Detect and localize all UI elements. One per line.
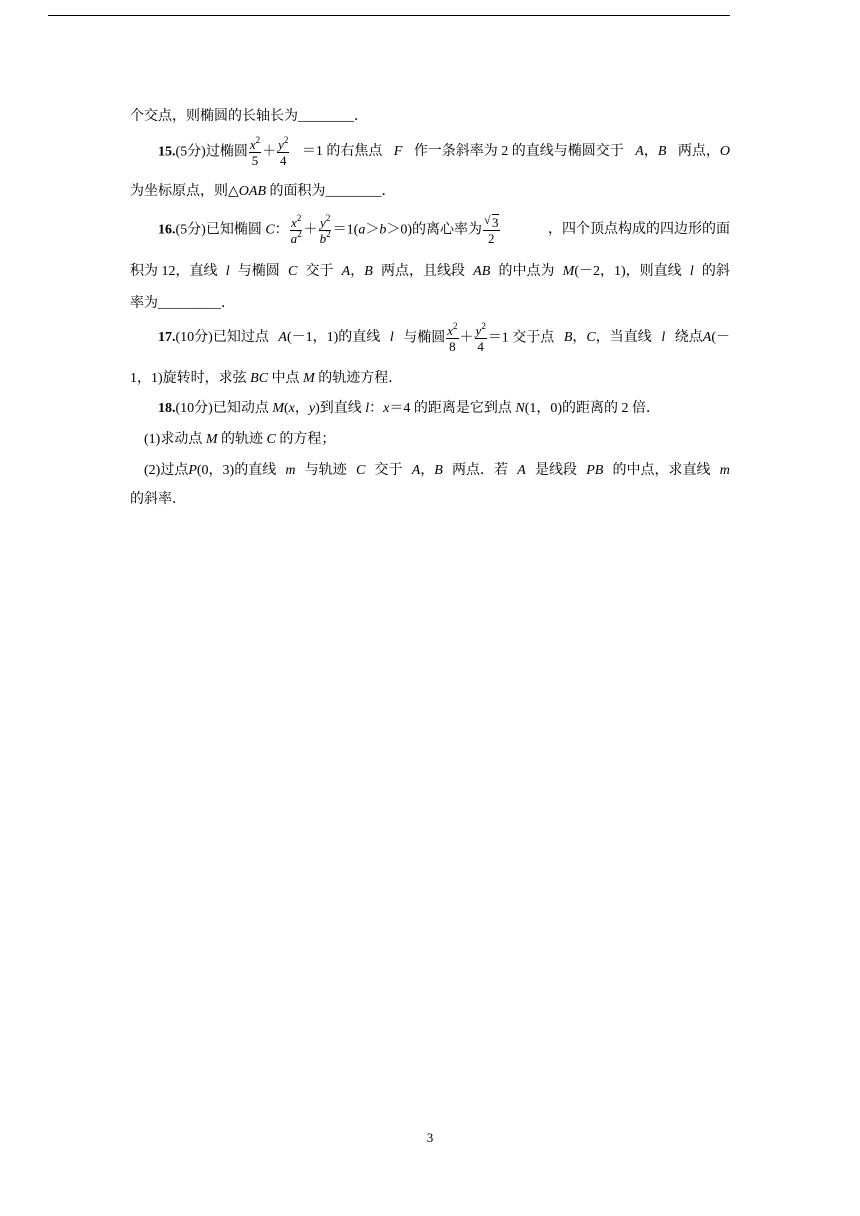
q16-var: l <box>225 264 230 279</box>
q14-continuation-text: 个交点，则椭圆的长轴长为________． <box>130 109 368 124</box>
q15-fraction-x: $\frac{x^2}{5}$ <box>249 134 261 168</box>
question-16-line-1 <box>130 212 730 246</box>
q17-points: B，C，当直线 <box>563 330 652 345</box>
q18-text: 的轨迹 <box>221 432 263 447</box>
q18-text: 是线段 <box>535 463 577 478</box>
question-18-part-2 <box>130 459 730 483</box>
q16-text: 交于 <box>305 264 334 279</box>
q16-var: C <box>265 222 275 238</box>
q14-continuation <box>130 105 368 129</box>
q16-text: 的斜 <box>701 264 730 279</box>
question-18-line-1: 18. (10分) 已知动点 M ( x ， y )到直线 l ： x ＝4 的距离是它到点 N (1，0)的距离的 2 倍． <box>130 397 660 421</box>
q17-text: 已知过点 <box>212 330 269 345</box>
q17-text: 1，1)旋转时，求弦 <box>130 371 247 386</box>
question-15-line-1 <box>130 134 730 168</box>
q17-fraction-x: $\frac{x^2}{8}$ <box>447 320 458 354</box>
q17-text: 中点 <box>271 371 300 386</box>
q16-midpoint: M(－2，1)，则直线 <box>562 264 682 279</box>
q15-text: 作一条斜率为 2 的直线与椭圆交于 <box>413 144 624 159</box>
q16-fraction-y: $\frac{y^2}{b^2}$ <box>319 212 331 246</box>
q18-var: M <box>272 401 284 416</box>
q18-score: (10分) <box>175 401 213 416</box>
q17-number: 17. <box>158 330 176 345</box>
q17-ellipse: 与椭圆 $\frac{x^2}{8}$ ＋ $\frac{y^2}{4}$ ＝1 交于点 <box>403 320 555 354</box>
q15-text: 的面积为________． <box>269 184 396 199</box>
q17-point-a: A(－1，1)的直线 <box>278 330 381 345</box>
q17-text: 的轨迹方程． <box>318 371 403 386</box>
q18-text: 两点．若 <box>452 463 509 478</box>
q15-text: 过椭圆 <box>205 144 248 160</box>
q15-tail: 两点，O <box>677 144 730 159</box>
q17-var: l <box>661 330 666 345</box>
q15-lead: 15.(5分)过椭圆 $\frac{x^2}{5}$ ＋ $\frac{y^2}{4}$ <box>158 134 289 168</box>
q16-text: ： <box>274 222 289 238</box>
q18-text: 的中点，求直线 <box>612 463 711 478</box>
q16-points: A，B <box>341 264 373 279</box>
q18-text: 交于 <box>374 463 403 478</box>
q18-var: A <box>517 463 526 478</box>
question-15-line-2 <box>130 180 396 204</box>
q15-text: ＝1 的右焦点 <box>301 144 383 159</box>
header-rule <box>48 15 730 16</box>
q17-var: M <box>303 371 315 386</box>
q16-text: 与椭圆 <box>237 264 280 279</box>
q18-p2-lead: (2)过点P(0，3)的直线 <box>144 463 277 478</box>
q17-score: (10分) <box>175 330 213 345</box>
q16-text: 率为_________． <box>130 296 235 311</box>
q17-lead <box>158 328 269 348</box>
q15-text: 为坐标原点，则△ <box>130 184 239 199</box>
q16-text: 两点，且线段 <box>380 264 465 279</box>
q18-var: PB <box>586 463 604 478</box>
q16-text: ，四个顶点构成的四边形的面 <box>548 222 730 237</box>
question-18-part-2-line-2 <box>130 488 186 512</box>
q18-number: 18. <box>158 401 176 416</box>
page-number: 3 <box>426 1130 434 1145</box>
q15-points: A，B <box>635 144 667 159</box>
question-17-line-1 <box>130 320 730 354</box>
question-18-part-1 <box>130 428 335 452</box>
q15-fraction-y: $\frac{y^2}{4}$ <box>278 134 289 168</box>
q18-var: C <box>355 463 366 478</box>
q15-score: (5分) <box>175 144 206 160</box>
q15-var: OAB <box>238 184 266 199</box>
q16-var: l <box>689 264 694 279</box>
q15-number: 15. <box>158 144 176 160</box>
q16-var: C <box>287 264 298 279</box>
q18-points: A，B <box>411 463 443 478</box>
q18-var: M <box>205 432 218 447</box>
q17-var: BC <box>250 371 269 386</box>
q18-text: 的斜率． <box>130 492 186 507</box>
q16-fraction-x: $\frac{x^2}{a^2}$ <box>290 212 302 246</box>
q16-text: 已知椭圆 <box>205 222 262 238</box>
q17-fraction-y: $\frac{y^2}{4}$ <box>475 320 486 354</box>
q16-var: AB <box>473 264 491 279</box>
q18-text: 的方程； <box>279 432 336 447</box>
q17-var: l <box>389 330 394 345</box>
q18-var: m <box>719 463 730 478</box>
q16-text: 积为 12，直线 <box>130 264 218 279</box>
q16-text: 的中点为 <box>498 264 555 279</box>
q16-number: 16. <box>158 222 176 238</box>
q18-text: 已知动点 <box>212 401 269 416</box>
q18-var: C <box>266 432 276 447</box>
question-17-line-2 <box>130 367 402 391</box>
q16-eccentricity: √ 3 2 <box>484 212 499 246</box>
question-16-line-3 <box>130 292 235 316</box>
q18-var: m <box>285 463 296 478</box>
q17-tail: 绕点A(－ <box>674 330 730 345</box>
q16-lead: 16.(5分)已知椭圆 C： $\frac{x^2}{a^2}$ ＋ $\frac{y^2}{b^2}$ ＝1(a＞b＞0)的离心率为 √ 3 2 <box>158 212 499 246</box>
q18-text: (1)求动点 <box>144 432 203 447</box>
question-16-line-2 <box>130 260 730 284</box>
q18-text: 与轨迹 <box>304 463 347 478</box>
q16-score: (5分) <box>175 222 206 238</box>
q15-var: F <box>393 144 403 159</box>
